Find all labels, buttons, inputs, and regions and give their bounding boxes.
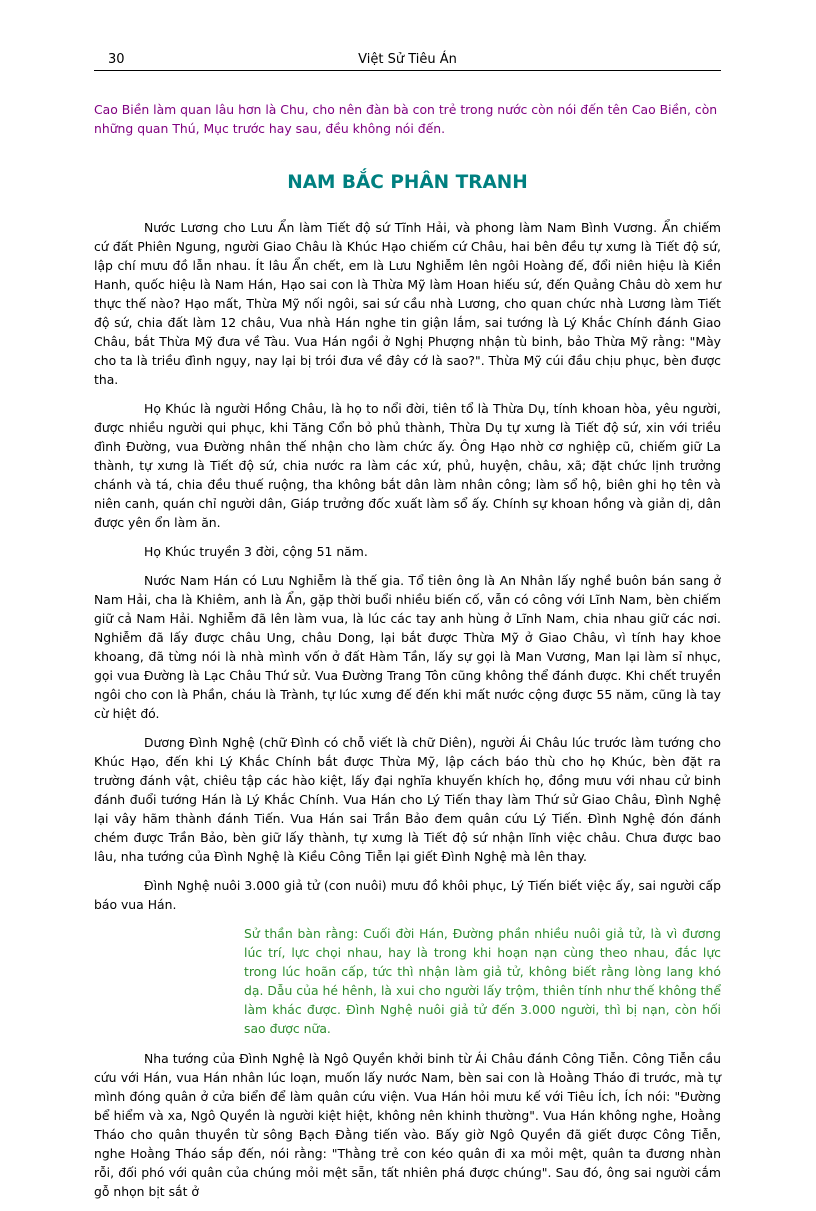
page-header [94, 48, 721, 71]
section-heading: NAM BẮC PHÂN TRANH [287, 172, 528, 193]
paragraph-7: Nha tướng của Đình Nghệ là Ngô Quyền khởi binh từ Ái Châu đánh Công Tiễn. Công Tiễn cầu cứu với Hán, vua Hán nhân lúc loạn, muốn lấy nước Nam, bèn sai con là Hoằng Tháo đi trước, mà tự mình đóng quân ở cửa biển để làm quân cứu viện. Vua Hán hỏi mưu kế với Tiêu Ích, Ích nói: "Đường bể hiểm và xa, Ngô Quyền là người kiệt hiệt, không nên khinh thường". Vua Hán không nghe, Hoằng Tháo cho quân thuyền từ sông Bạch Đằng tiến vào. Bấy giờ Ngô Quyền đã giết được Công Tiễn, nghe Hoằng Tháo sắp đến, nói rằng: "Thằng trẻ con kéo quân đi xa mỏi mệt, quân ta đương nhàn rỗi, đối phó với quân của chúng mỏi mệt sẵn, tất nhiên phá được chúng". Sau đó, ông sai người cắm gỗ nhọn bịt sắt ở [94, 1051, 721, 1199]
running-title: Việt Sử Tiêu Án [358, 52, 457, 67]
paragraph-1: Nước Lương cho Lưu Ẩn làm Tiết độ sứ Tĩnh Hải, và phong làm Nam Bình Vương. Ẩn chiếm cứ đất Phiên Ngung, người Giao Châu là Khúc Hạo chiếm cứ Châu, hai bên đều tự xưng là Tiết độ sứ, lập chí mưu đồ lẫn nhau. Ít lâu Ẩn chết, em là Lưu Nghiễm lên ngôi Hoàng đế, đổi niên hiệu là Kiền Hanh, quốc hiệu là Nam Hán, Hạo sai con là Thừa Mỹ làm Hoan hiếu sứ, đến Quảng Châu dò xem hư thực thế nào? Hạo mất, Thừa Mỹ nối ngôi, sai sứ cầu nhà Lương, cho quan chức nhà Lương làm Tiết độ sứ, chia đất làm 12 châu, Vua nhà Hán nghe tin giận lắm, sai tướng là Lý Khắc Chính đánh Giao Châu, bắt Thừa Mỹ đưa về Tàu. Vua Hán ngồi ở Nghị Phượng nhận tù binh, bảo Thừa Mỹ rằng: "Mày cho ta là triều đình ngụy, nay lại bị trói đưa về đây cớ là sao?". Thừa Mỹ cúi đầu chịu phục, bèn được tha. [94, 220, 721, 387]
page-number: 30 [108, 52, 125, 67]
paragraph-3: Họ Khúc truyền 3 đời, cộng 51 năm. [144, 544, 368, 559]
paragraph-2: Họ Khúc là người Hồng Châu, là họ to nổi đời, tiên tổ là Thừa Dụ, tính khoan hòa, yêu người, được nhiều người qui phục, khi Tăng Cổn bỏ phủ thành, Thừa Dụ tự xưng là Tiết độ sứ, xin với triều đình Đường, vua Đường nhân thế nhận cho làm chức ấy. Ông Hạo nhờ cơ nghiệp cũ, chiếm giữ La thành, tự xưng là Tiết độ sứ, chia nước ra làm các xứ, phủ, huyện, châu, xã; đặt chức lịnh trưởng chánh và tá, chia đều thuế ruộng, tha không bắt dân làm nhân công; làm sổ hộ, biên ghi họ tên và niên canh, quán chỉ người dân, Giáp trưởng đốc xuất làm sổ ấy. Chính sự khoan hồng và giản dị, dân được yên ổn làm ăn. [94, 401, 721, 530]
paragraph-4: Nước Nam Hán có Lưu Nghiễm là thế gia. Tổ tiên ông là An Nhân lấy nghề buôn bán sang ở Nam Hải, cha là Khiêm, anh là Ẩn, gặp thời buổi nhiều biến cố, vẫn có công với Lĩnh Nam, bèn chiếm giữ cả Nam Hải. Nghiễm đã lên làm vua, là lúc các tay anh hùng ở Lĩnh Nam, chia nhau giữ các nơi. Nghiễm đã lấy được châu Ung, châu Dong, lại bắt được Thừa Mỹ ở Giao Châu, vì tính hay khoe khoang, đã từng nói là nhà mình vốn ở đất Hàm Tần, lấy sự gọi là Man Vương, Man lại làm sỉ nhục, gọi vua Đường là Lạc Châu Thứ sử. Vua Đường Trang Tôn cũng không thể đánh được. Khi chết truyền ngôi cho con là Phần, cháu là Trành, tự lúc xưng đế đến khi mất nước cộng được 55 năm, cũng là tay cừ hiệt đó. [94, 573, 721, 721]
intro-paragraph: Cao Biền làm quan lâu hơn là Chu, cho nên đàn bà con trẻ trong nước còn nói đến tên Cao Biền, còn những quan Thú, Mục trước hay sau, đều không nói đến. [94, 102, 718, 136]
paragraph-5: Dương Đình Nghệ (chữ Đình có chỗ viết là chữ Diên), người Ái Châu lúc trước làm tướng cho Khúc Hạo, đến khi Lý Khắc Chính bắt được Thừa Mỹ, lập cách báo thù cho họ Khúc, bèn đặt ra trường đánh vật, chiêu tập các hào kiệt, lấy đại nghĩa khuyến khích họ, đồng mưu với nhau cử binh đánh đuổi tướng Hán là Lý Khắc Chính. Vua Hán cho Lý Tiến thay làm Thứ sử Giao Châu, Đình Nghệ lại vây hãm thành đánh Tiến. Vua Hán sai Trần Bảo đem quân cứu Lý Tiến. Đình Nghệ đón đánh chém được Trần Bảo, bèn giữ lấy thành, tự xưng là Tiết độ sứ nhận lĩnh việc châu. Chưa được bao lâu, nha tướng của Đình Nghệ là Kiều Công Tiễn lại giết Đình Nghệ mà lên thay. [94, 735, 721, 864]
historian-quote: Sử thần bàn rằng: Cuối đời Hán, Đường phần nhiều nuôi giả tử, là vì đương lúc trí, lực chọi nhau, hay là trong khi hoạn nạn cùng theo nhau, đắc lực trong lúc hoãn cấp, tức thì nhận làm giả tử, không biết rằng lòng lang khó dạ. Dẫu của hé hênh, là xui cho người lấy trộm, thiên tính như thế không thể làm khác được. Đình Nghệ nuôi giả tử đến 3.000 người, thì bị nạn, còn hối sao được nữa. [244, 926, 721, 1036]
paragraph-6: Đình Nghệ nuôi 3.000 giả tử (con nuôi) mưu đồ khôi phục, Lý Tiến biết việc ấy, sai người cấp báo vua Hán. [94, 878, 721, 912]
body-text [94, 218, 721, 1211]
